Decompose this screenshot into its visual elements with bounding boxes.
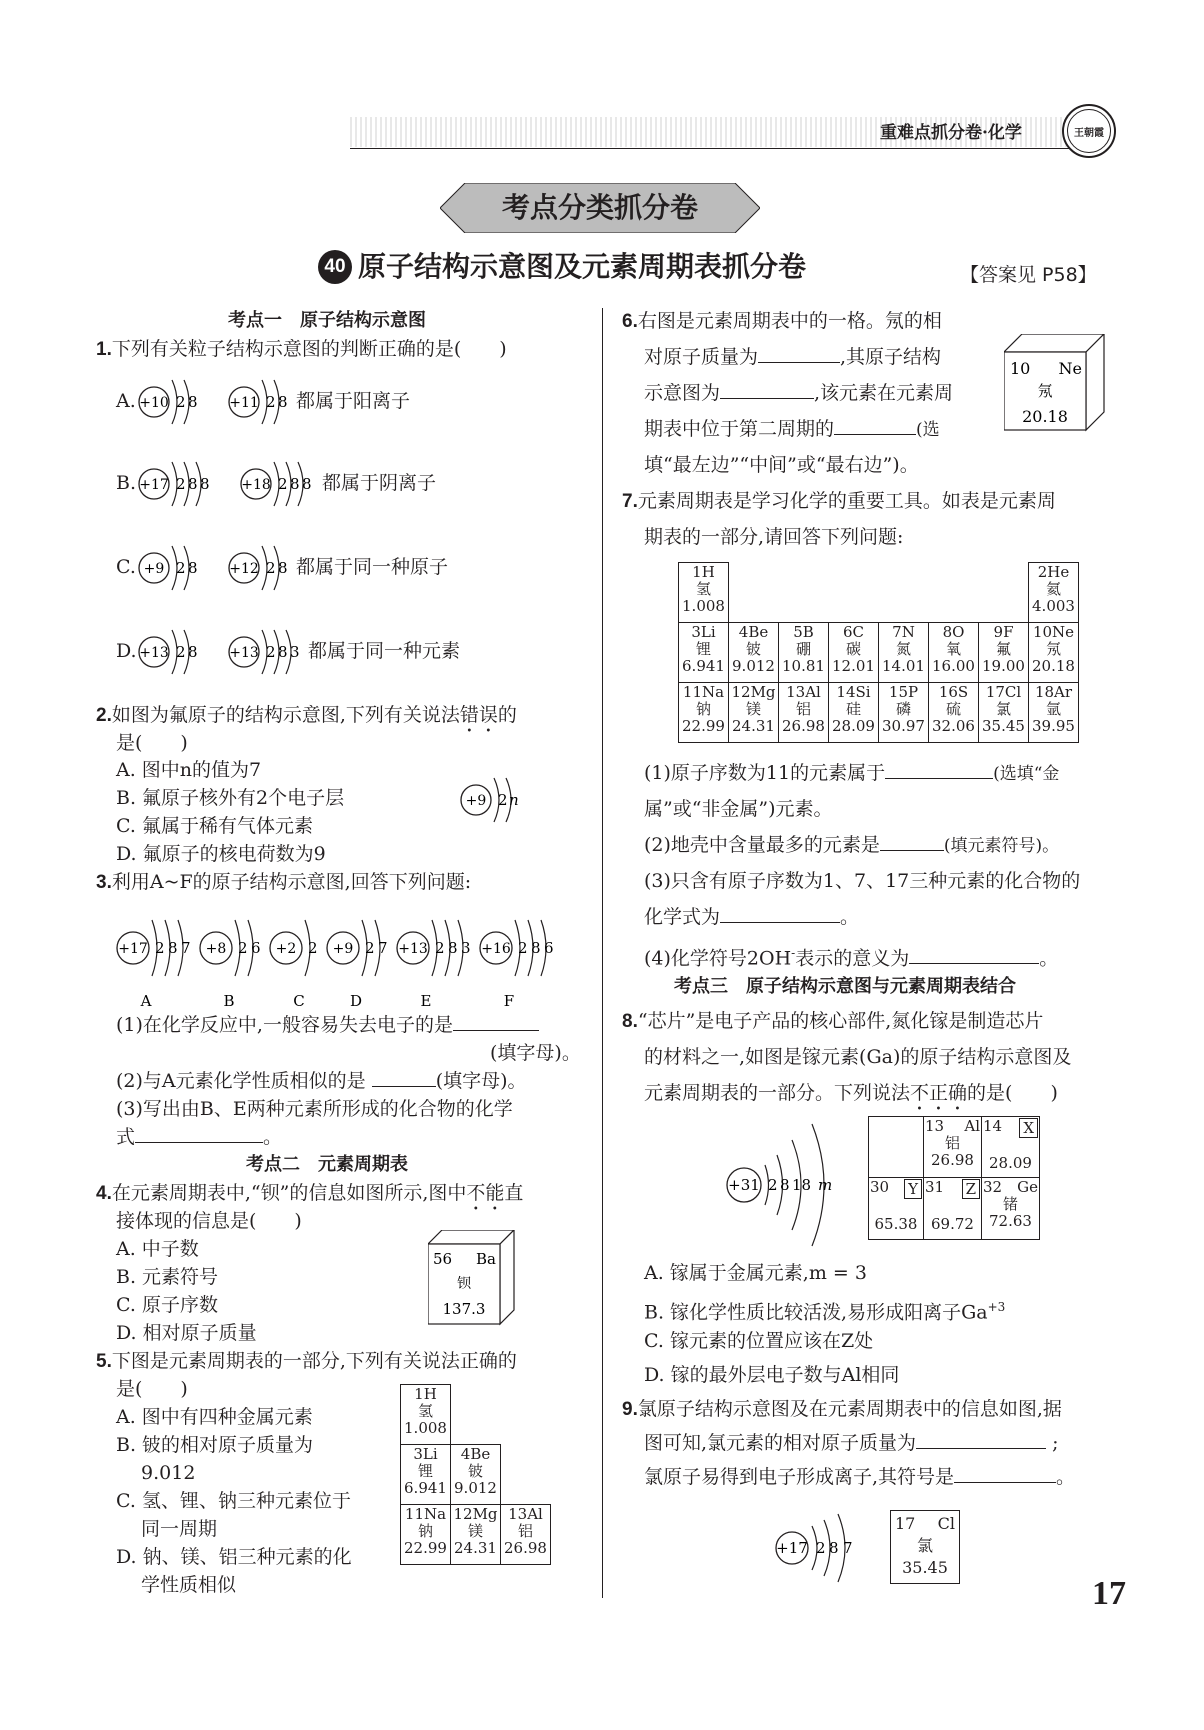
q4-number: 4. [96,1183,112,1204]
q8-cell-z: 31 Z 69.72 [924,1178,982,1240]
q9-cell-name: 氯 [916,1536,933,1555]
q5-stem-text: 下图是元素周期表的一部分,下列有关说法正确的 [111,1350,517,1372]
q9-line1 [622,1396,1062,1423]
q1-c1-s2: 8 [188,559,198,577]
q3-atom-E-shell-count: 8 [448,939,458,957]
q3-atom-label: A [140,992,152,1010]
q8-cell-al: 13 Al 铝 26.98 [924,1116,982,1178]
q7-part-3: (3)只含有原子序数为1、7、17三种元素的化合物的 [644,870,1081,892]
q3-part-3: (3)写出由B、E两种元素所形成的化合物的化学 [116,1098,513,1120]
q5-number: 5. [96,1351,112,1372]
q1-a2-s1: 2 [266,393,276,411]
q6-cell-mass: 20.18 [1022,407,1068,426]
q1-b1-s3: 8 [200,475,210,493]
q8-option-c[interactable]: C. 镓元素的位置应该在Z处 [644,1330,874,1352]
q3-p3-tail: 。 [263,1126,283,1148]
q8-shell-3: 18 [792,1176,812,1194]
q5-stem [96,1348,517,1375]
q3-atom-B-shell-count: 2 [238,939,248,957]
q2-option-c[interactable]: C. 氟属于稀有气体元素 [116,815,313,837]
q9-shell-1: 2 [816,1539,826,1557]
q1-b1-s1: 2 [176,475,186,493]
q1-c2-s2: 8 [278,559,288,577]
q2-fluorine-diagram [458,768,538,832]
banner-text: 考点分类抓分卷 [501,191,698,224]
q2-option-b[interactable]: B. 氟原子核外有2个电子层 [116,787,345,809]
q1-a1-s2: 8 [188,393,198,411]
q8-nucleus: +31 [728,1176,760,1194]
q6-l3b: ,该元素在元素周 [814,382,954,404]
q3-atom-A-shell-count: 7 [181,939,191,957]
q1-d2-s2: 8 [278,643,288,661]
q2-shell-2: n [509,791,519,809]
q2-shell-1: 2 [498,791,508,809]
q1-a2-s2: 8 [278,393,288,411]
q6-line5: 填“最左边”“中间”或“最右边”)。 [644,454,919,476]
q3-atom-label: C [293,992,305,1010]
q9-cell-number: 17 [895,1514,916,1533]
q4-barium-cell [428,1230,528,1326]
q8-option-a[interactable]: A. 镓属于金属元素,m = 3 [644,1262,867,1284]
q5-cell-li: 3Li 锂 6.941 [401,1445,451,1505]
q7-line1 [622,488,1056,515]
q1-a1-nucleus: +10 [139,395,169,411]
q6-l3a: 示意图为 [644,382,721,404]
q5-option-d-cont: 学性质相似 [116,1574,237,1596]
q3-p1-blank[interactable] [453,1013,539,1031]
q1-option-a-text: 都属于阳离子 [296,390,411,412]
q8-l3-emphasis: 不正确 [910,1082,968,1104]
q5-cell-h: 1H 氢 1.008 [401,1385,451,1445]
q9-number: 9. [622,1399,638,1420]
q1-d-diagram-1 [138,622,228,682]
q7-row-2: 3Li 锂 6.941 4Be 铍 9.012 5B 硼 10.81 6C 碳 12.01 7N 氮 14.01 8O 氧 16.00 9F 氟 19.00 10Ne 氖 20.18 [679,623,1079,683]
q8-gallium-diagram [720,1110,860,1260]
q3-p3-blank[interactable] [135,1125,263,1143]
q4-cell-mass: 137.3 [442,1300,486,1318]
q8-cell-ge: 32 Ge 锗 72.63 [982,1178,1040,1240]
q5-option-b-cont: 9.012 [116,1462,196,1484]
q7-p2-blank[interactable] [880,833,944,851]
q6-cell-name: 氖 [1037,382,1053,400]
q3-atom-diagrams [112,908,602,1012]
q5-cell-na: 11Na 钠 22.99 [401,1505,451,1565]
q1-option-a[interactable] [116,372,586,432]
q9-nucleus: +17 [776,1539,808,1557]
q6-l4b: (选 [916,420,940,440]
q3-atom-A-shell-count: 8 [168,939,178,957]
q8-l3a: 元素周期表的一部分。下列说法 [644,1082,911,1104]
q8-cell-x: 14 X 28.09 [982,1116,1040,1178]
q3-part-1 [116,1012,539,1038]
q1-option-d-text: 都属于同一种元素 [308,640,461,662]
q3-p1-text: (1)在化学反应中,一般容易失去电子的是 [116,1014,453,1036]
q1-b2-nucleus: +18 [241,477,271,493]
q3-atom-label: E [420,992,432,1010]
q1-b2-s2: 8 [290,475,300,493]
q3-number: 3. [96,872,112,893]
q1-option-a-label: A. [116,390,136,412]
q4-stem-b: 直 [504,1182,524,1204]
page-number: 17 [1092,1575,1126,1612]
q9-l2b: ; [1052,1432,1059,1454]
q6-blank-1[interactable] [758,345,840,363]
q5-cell-mg: 12Mg 镁 24.31 [451,1505,501,1565]
q1-c2-nucleus: +12 [229,561,259,577]
q7-p3b: 化学式为 [644,906,721,928]
q1-option-d-label: D. [116,640,137,662]
q8-line1 [622,1008,1043,1035]
q8-line2: 的材料之一,如图是镓元素(Ga)的原子结构示意图及 [644,1046,1072,1068]
column-divider [602,308,603,1598]
q1-b2-s1: 2 [278,475,288,493]
q7-p1b: (选填“金 [993,764,1060,784]
q7-row-3: 11Na 钠 22.99 12Mg 镁 24.31 13Al 铝 26.98 14Si 硅 28.09 15P 磷 30.97 16S 硫 32.06 17Cl 氯 35.45 18Ar 氩 39.95 [679,683,1079,743]
q7-p3-blank[interactable] [720,905,840,923]
q6-line4 [644,416,940,443]
q8-shell-4: m [818,1176,833,1194]
q1-a2-nucleus: +11 [229,395,259,411]
q9-shell-3: 7 [843,1539,853,1557]
q6-l4a: 期表中位于第二周期的 [644,418,835,440]
q1-d2-s3: 3 [290,643,300,661]
logo-text: 王朝霞 [1074,127,1104,139]
q1-c2-s1: 2 [266,559,276,577]
q4-option-c[interactable]: C. 原子序数 [116,1294,218,1316]
q7-part-1-line2: 属”或“非金属”)元素。 [644,798,833,820]
q6-blank-3[interactable] [834,417,916,435]
q7-cell-h: 1H 氢 1.008 [679,563,729,623]
q1-stem [96,336,507,363]
q5-option-d[interactable]: D. 钠、镁、铝三种元素的化 [116,1546,352,1568]
q4-option-a[interactable]: A. 中子数 [116,1238,199,1260]
q1-number: 1. [96,339,112,360]
q3-stem [96,869,471,896]
q9-blank-1[interactable] [916,1431,1046,1449]
q7-part-3-line2 [644,904,859,930]
q3-stem-text: 利用A~F的原子结构示意图,回答下列问题: [111,871,472,893]
q3-atom-A-nucleus: +17 [118,941,148,957]
q1-d2-nucleus: +13 [229,645,259,661]
q3-atom-A-shell-count: 2 [155,939,165,957]
q1-b1-s2: 8 [188,475,198,493]
q9-l2a: 图可知,氯元素的相对原子质量为 [644,1432,917,1454]
q2-stem-emphasis: 错误 [459,704,498,726]
q2-stem-a: 如图为氟原子的结构示意图,下列有关说法 [111,704,460,726]
q3-atom-D-shell-count: 2 [365,939,375,957]
q9-l3a: 氯原子易得到电子形成离子,其符号是 [644,1466,955,1488]
q7-part-1 [644,760,1059,787]
q7-p4a: (4)化学符号2OH [644,947,792,970]
q3-atom-label: D [349,992,363,1010]
q3-atom-E-shell-count: 2 [435,939,445,957]
q1-c1-nucleus: +9 [143,561,165,577]
q3-atom-B-nucleus: +8 [205,941,227,957]
q7-number: 7. [622,491,638,512]
q3-atom-E-shell-count: 3 [461,939,471,957]
q1-d2-s1: 2 [266,643,276,661]
q1-option-b-text: 都属于阴离子 [322,472,437,494]
section-heading-1: 考点一 原子结构示意图 [228,310,426,331]
q2-number: 2. [96,705,112,726]
q1-a1-s1: 2 [176,393,186,411]
q7-p1a: (1)原子序数为11的元素属于 [644,762,886,784]
q3-atom-label: F [503,992,515,1010]
q4-stem-a: 在元素周期表中,“钡”的信息如图所示,图中 [111,1182,467,1204]
q1-option-c[interactable] [116,538,586,598]
q1-b2-s3: 8 [302,475,312,493]
q3-atom-C-nucleus: +2 [275,941,297,957]
q8-number: 8. [622,1011,638,1032]
q2-stem-line2: 是( ) [116,732,188,754]
q3-p2-blank[interactable] [372,1069,436,1087]
q9-line3 [644,1464,1075,1490]
q4-option-d[interactable]: D. 相对原子质量 [116,1322,257,1344]
q8-option-b-sup: +3 [987,1300,1006,1314]
q7-part-4 [644,940,1058,971]
q3-atom-E-nucleus: +13 [398,941,428,957]
q7-p4b: 表示的意义为 [795,947,910,970]
section-heading-3: 考点三 原子结构示意图与元素周期表结合 [674,976,1016,997]
q6-neon-cell [1004,334,1114,434]
q2-nucleus: +9 [465,793,487,809]
q4-cell-symbol: Ba [476,1250,496,1268]
q9-l3b: 。 [1056,1466,1076,1488]
q7-p4c: 。 [1039,947,1059,970]
q7-p1-blank[interactable] [885,761,993,779]
q6-line1 [622,308,942,335]
q3-part-2 [116,1068,527,1094]
q1-stem-text: 下列有关粒子结构示意图的判断正确的是( ) [111,338,507,360]
q3-p2-tail: (填字母)。 [435,1070,527,1092]
q4-stem-line2: 接体现的信息是( ) [116,1210,302,1232]
q3-atom-F-shell-count: 8 [531,939,541,957]
q4-cell-number: 56 [433,1250,453,1268]
q5-cell-al: 13Al 铝 26.98 [501,1505,551,1565]
q1-option-c-text: 都属于同一种原子 [296,556,449,578]
header-rule [350,148,1070,149]
q8-empty-cell-1 [868,1116,924,1178]
q6-cell-symbol: Ne [1058,359,1082,378]
q5-option-c-cont: 同一周期 [116,1518,218,1540]
q5-cell-be: 4Be 铍 9.012 [451,1445,501,1505]
q8-shell-2: 8 [780,1176,790,1194]
answer-reference: 【答案见 P58】 [960,264,1097,286]
q3-atom-D-shell-count: 7 [378,939,388,957]
q7-p4-blank[interactable] [909,946,1039,964]
q3-part-1-tail: (填字母)。 [490,1042,581,1064]
q8-cell-y: 30 Y 65.38 [868,1178,924,1240]
q6-cell-number: 10 [1010,359,1031,378]
q6-l2b: ,其原子结构 [840,346,942,368]
q6-l2a: 对原子质量为 [644,346,759,368]
q9-line2 [644,1430,1059,1456]
q3-atom-label: B [223,992,235,1010]
q1-d1-s2: 8 [188,643,198,661]
q7-p2b: (填元素符号)。 [943,836,1060,856]
title-number: 40 [324,256,346,277]
q7-p3c: 。 [840,906,860,928]
q1-option-c-label: C. [116,556,136,578]
q7-p2a: (2)地壳中含量最多的元素是 [644,834,880,856]
q9-cell-symbol: Cl [937,1514,955,1533]
q7-periodic-table [678,562,1079,743]
q8-l3b: 的是( ) [967,1082,1058,1104]
q3-p3-prefix: 式 [116,1126,136,1148]
q7-cell-he: 2He 氦 4.003 [1029,563,1079,623]
q8-periodic-fragment [868,1116,1040,1240]
q3-atom-D-nucleus: +9 [332,941,354,957]
q1-c-diagram-1 [138,538,228,598]
q9-cell-mass: 35.45 [902,1558,948,1577]
q1-option-b-label: B. [116,472,137,494]
q6-line2 [644,344,941,370]
q8-option-b-text: B. 镓化学性质比较活泼,易形成阳离子Ga [644,1301,988,1324]
q9-chlorine-cell [890,1510,960,1584]
logo-seal [1062,104,1116,158]
q7-p4-sup: - [791,946,796,960]
q1-b-diagram-1 [138,454,238,514]
q5-option-a[interactable]: A. 图中有四种金属元素 [116,1406,313,1428]
q7-part-2 [644,832,1059,859]
q9-l1: 氯原子结构示意图及在元素周期表中的信息如图,据 [637,1398,1062,1420]
q9-chlorine-diagram [772,1510,882,1586]
q3-atom-F-shell-count: 6 [544,939,554,957]
q1-option-b[interactable] [116,454,586,514]
q1-c1-s1: 2 [176,559,186,577]
page-title: 原子结构示意图及元素周期表抓分卷 [358,250,807,283]
q7-l1: 元素周期表是学习化学的重要工具。如表是元素周 [637,490,1056,512]
q1-b1-nucleus: +17 [139,477,169,493]
q2-option-d[interactable]: D. 氟原子的核电荷数为9 [116,843,326,865]
q4-cell-name: 钡 [457,1276,471,1292]
title-number-badge [318,250,352,284]
q7-line2: 期表的一部分,请回答下列问题: [644,526,904,548]
q5-option-c[interactable]: C. 氢、锂、钠三种元素位于 [116,1490,351,1512]
q1-d1-s1: 2 [176,643,186,661]
q5-periodic-table [400,1384,551,1565]
q3-part-3-line2 [116,1124,282,1150]
q2-option-a[interactable]: A. 图中n的值为7 [116,759,262,781]
q6-l1: 右图是元素周期表中的一格。氖的相 [637,310,942,332]
q3-atom-B-shell-count: 6 [251,939,261,957]
q4-stem-emphasis: 不能 [466,1182,505,1204]
q5-stem-line2: 是( ) [116,1378,188,1400]
q9-blank-2[interactable] [954,1465,1056,1483]
q2-stem-b: 的 [497,704,517,726]
q3-p2-text: (2)与A元素化学性质相似的是 [116,1070,366,1092]
q6-line3 [644,380,953,406]
q8-option-b[interactable] [644,1294,1005,1325]
q1-d1-nucleus: +13 [139,645,169,661]
q1-a-diagram-1 [138,372,228,432]
q3-atom-C-shell-count: 2 [308,939,318,957]
q1-option-d[interactable] [116,622,586,682]
q8-option-d[interactable]: D. 镓的最外层电子数与Al相同 [644,1364,900,1386]
q4-option-b[interactable]: B. 元素符号 [116,1266,219,1288]
q8-l1: “芯片”是电子产品的核心部件,氮化镓是制造芯片 [637,1010,1044,1032]
q8-shell-1: 2 [768,1176,778,1194]
q5-option-b[interactable]: B. 铍的相对原子质量为 [116,1434,314,1456]
q9-shell-2: 8 [829,1539,839,1557]
q3-atom-F-nucleus: +16 [481,941,511,957]
q6-number: 6. [622,311,638,332]
section-heading-2: 考点二 元素周期表 [246,1154,408,1175]
q3-atom-F-shell-count: 2 [518,939,528,957]
q6-blank-2[interactable] [720,381,814,399]
header-series: 重难点抓分卷·化学 [880,123,1022,143]
